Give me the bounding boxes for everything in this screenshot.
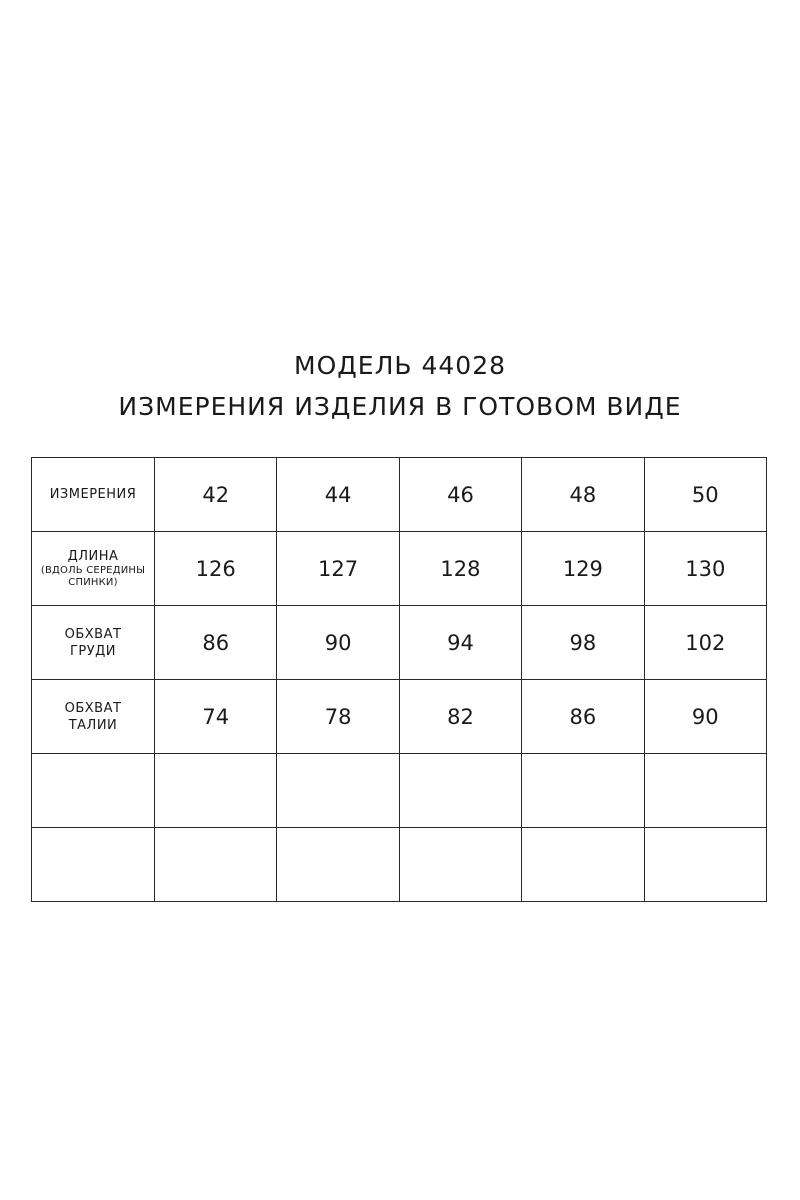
row-label-text: ОБХВАТ ГРУДИ	[64, 626, 122, 659]
value-cell: 98	[522, 606, 644, 680]
value-cell: 128	[399, 532, 521, 606]
size-cell: 48	[522, 458, 644, 532]
empty-cell	[522, 828, 644, 902]
empty-cell	[277, 754, 399, 828]
value-cell: 126	[155, 532, 277, 606]
empty-cell	[155, 754, 277, 828]
empty-cell	[644, 754, 766, 828]
size-cell: 50	[644, 458, 766, 532]
table-row	[32, 606, 767, 680]
table-row-empty	[32, 754, 767, 828]
row-label-chest	[32, 606, 155, 680]
empty-cell	[32, 828, 155, 902]
value-cell: 78	[277, 680, 399, 754]
row-label-text: ОБХВАТ ТАЛИИ	[64, 700, 122, 733]
size-table	[31, 457, 767, 902]
value-cell: 102	[644, 606, 766, 680]
value-cell: 94	[399, 606, 521, 680]
value-cell: 74	[155, 680, 277, 754]
table-row-empty	[32, 828, 767, 902]
empty-cell	[399, 828, 521, 902]
size-cell: 44	[277, 458, 399, 532]
value-cell: 86	[155, 606, 277, 680]
value-cell: 86	[522, 680, 644, 754]
row-label-waist	[32, 680, 155, 754]
row-label-text: ДЛИНА	[67, 549, 119, 564]
size-cell: 42	[155, 458, 277, 532]
table-row	[32, 532, 767, 606]
measurements-subtitle: ИЗМЕРЕНИЯ ИЗДЕЛИЯ В ГОТОВОМ ВИДЕ	[118, 392, 682, 421]
empty-cell	[155, 828, 277, 902]
row-sublabel-text: (ВДОЛЬ СЕРЕДИНЫ СПИНКИ)	[40, 565, 146, 588]
empty-cell	[32, 754, 155, 828]
model-title: МОДЕЛЬ 44028	[294, 351, 506, 380]
empty-cell	[522, 754, 644, 828]
value-cell: 82	[399, 680, 521, 754]
size-cell: 46	[399, 458, 521, 532]
value-cell: 127	[277, 532, 399, 606]
empty-cell	[277, 828, 399, 902]
value-cell: 130	[644, 532, 766, 606]
empty-cell	[399, 754, 521, 828]
header-label-cell: ИЗМЕРЕНИЯ	[32, 458, 155, 532]
value-cell: 129	[522, 532, 644, 606]
row-label-length	[32, 532, 155, 606]
table-header-row	[32, 458, 767, 532]
value-cell: 90	[277, 606, 399, 680]
value-cell: 90	[644, 680, 766, 754]
table-row	[32, 680, 767, 754]
empty-cell	[644, 828, 766, 902]
